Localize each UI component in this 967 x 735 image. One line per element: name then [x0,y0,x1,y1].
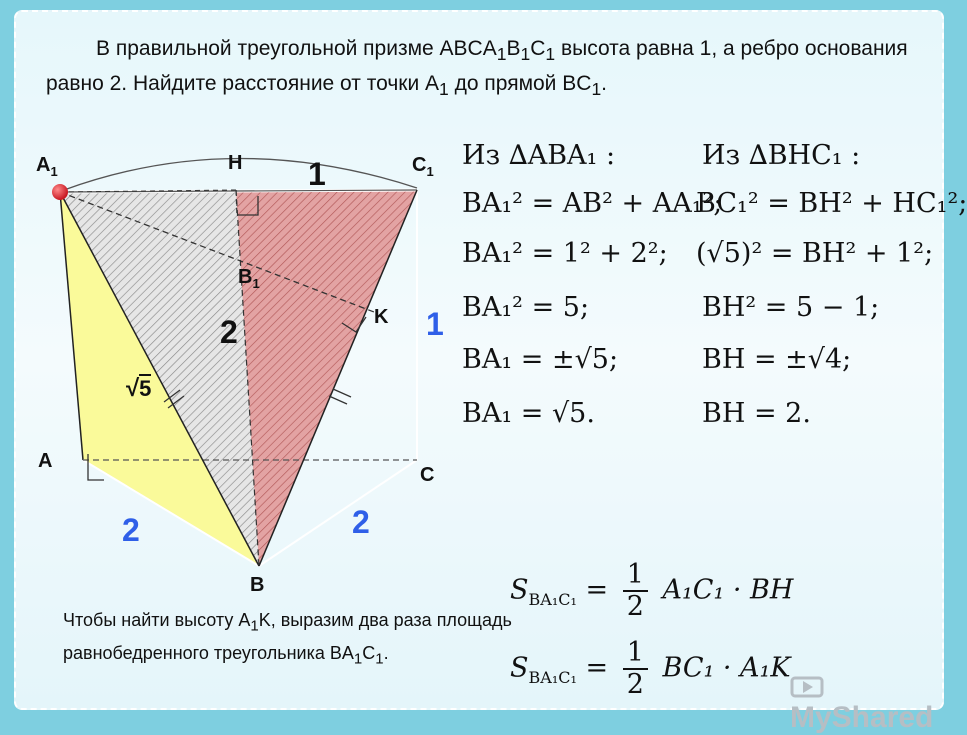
tick-C1B-2 [333,389,351,397]
formula-left-5: BA₁ = ±√5; [462,344,619,375]
label-C: C [420,464,435,486]
number-top-edge: 1 [308,156,326,192]
formula-left-4: BA₁² = 5; [462,292,590,323]
formula-left-3: BA₁² = 1² + 2²; [462,238,668,269]
label-C1: $C_1$ [412,154,434,179]
formula-right-4: BH² = 5 − 1; [702,292,880,323]
label-sqrt5: √5 [126,375,152,402]
watermark-logo: MyShared [790,667,942,735]
area-formula-2: $S_{BA_1C_1}$ = $\frac{1}{2}$ BC₁ · A₁K [510,637,791,700]
watermark-icon [790,670,824,700]
face-B1C1B [236,190,417,566]
formula-right-2: BC₁² = BH² + HC₁²; [696,188,967,219]
formula-right-1: Из ∆BHC₁ : [702,140,861,171]
label-H: H [228,152,243,174]
label-A1: $A_1$ [36,154,58,179]
number-height: 1 [426,306,444,342]
explanation-text: Чтобы найти высоту $A_1K$, выразим два раза площадь равнобедренного треугольника $BA_1C_1$. [63,610,512,668]
number-base-left: 2 [122,512,140,548]
formula-right-5: BH = ±√4; [702,344,852,375]
vertex-A1-dot [52,184,68,200]
problem-statement: В правильной треугольной призме $ABCA_1B_1C_1$ высота равна 1, а ребро основания равно 2. Найдите расстояние от точки $A_1$ до прямой $BC_1$. [46,37,908,100]
formula-right-6: BH = 2. [702,398,811,429]
formula-left-1: Из ∆ABA₁ : [462,140,616,171]
slide [14,10,967,734]
label-B: B [250,574,265,596]
label-A: A [38,450,53,472]
area-formula-1: $S_{BA_1C_1}$ = $\frac{1}{2}$ A₁C₁ · BH [510,559,794,622]
number-median: 2 [220,314,238,350]
tick-C1B-1 [329,396,347,404]
label-K: K [374,306,389,328]
formula-left-6: BA₁ = √5. [462,398,595,429]
label-B1: $B_1$ [238,266,260,291]
formula-left-2: BA₁² = AB² + AA₁²; [462,188,723,219]
number-base-right: 2 [352,504,370,540]
formula-right-3: (√5)² = BH² + 1²; [696,238,934,269]
